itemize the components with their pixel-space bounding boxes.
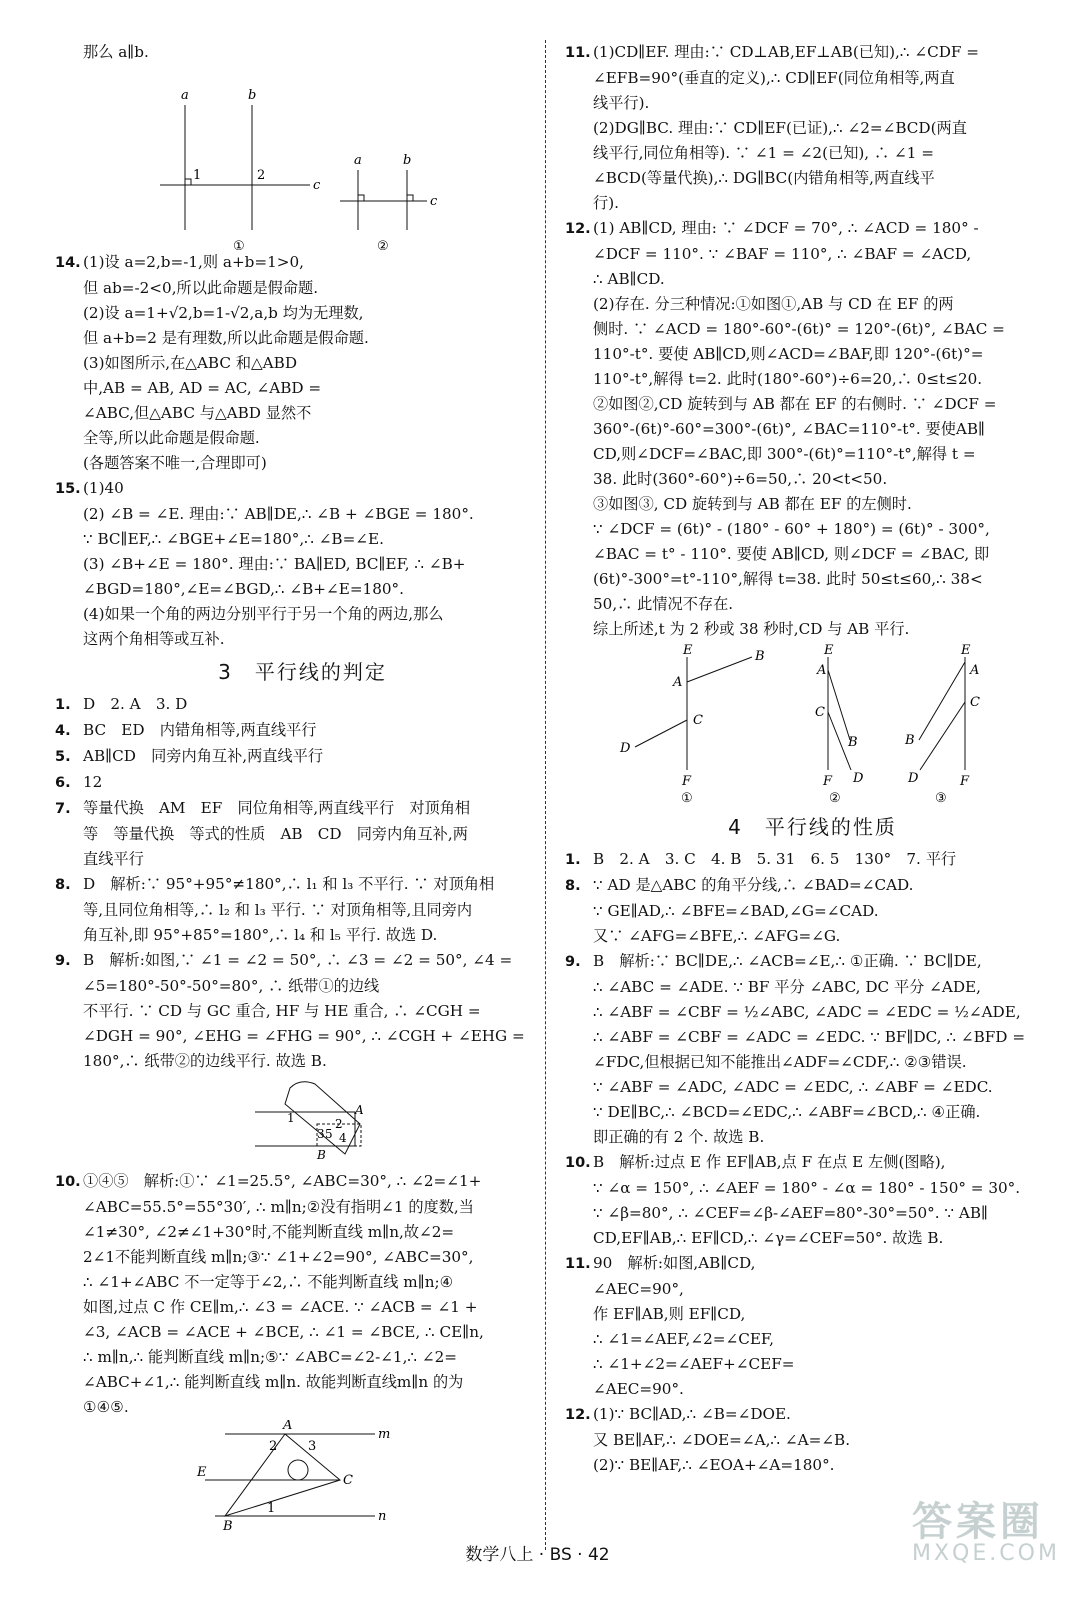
- line-text: 110°-t°,解得 t=2. 此时(180°-60°)÷6=20,∴ 0≤t≤20.: [593, 370, 983, 388]
- line-text: ∵ BC∥EF,∴ ∠BGE+∠E=180°,∴ ∠B=∠E.: [83, 530, 384, 548]
- watermark-line1: 答案圈: [912, 1499, 1044, 1545]
- text-line: [565, 899, 1060, 924]
- svg-text:n: n: [378, 1509, 387, 1524]
- figure-triangle2: [55, 1420, 550, 1530]
- line-text: ∠AEC=90°.: [593, 1380, 684, 1398]
- watermark-logo: [912, 1490, 1060, 1566]
- text-line: [55, 898, 550, 923]
- line-text: 那么 a∥b.: [83, 43, 149, 61]
- text-line: [565, 467, 1060, 492]
- text-line: [565, 1402, 1060, 1428]
- text-line: [55, 1024, 550, 1049]
- text-line: [565, 1125, 1060, 1150]
- text-line: [55, 1395, 550, 1420]
- text-line: [55, 1049, 550, 1074]
- text-line: [565, 1428, 1060, 1453]
- line-text: 360°-(6t)°-60°=300°-(6t)°, ∠BAC=110°-t°. 要使AB∥: [593, 420, 986, 438]
- line-text: 等量代换 AM EF 同位角相等,两直线平行 对顶角相: [83, 799, 471, 817]
- text-line: [565, 317, 1060, 342]
- line-text: 综上所述,t 为 2 秒或 38 秒时,CD 与 AB 平行.: [593, 620, 910, 638]
- item-number: 10.: [565, 1155, 591, 1171]
- svg-text:E: E: [824, 643, 834, 658]
- text-line: [565, 873, 1060, 899]
- line-text: BC ED 内错角相等,两直线平行: [83, 721, 317, 739]
- text-line: [55, 301, 550, 326]
- item-number: 7.: [55, 801, 71, 817]
- svg-text:C: C: [343, 1473, 353, 1488]
- line-text: (2)∵ BE∥AF,∴ ∠EOA+∠A=180°.: [593, 1456, 835, 1474]
- text-line: [565, 1075, 1060, 1100]
- text-line: [55, 999, 550, 1024]
- text-line: [55, 627, 550, 652]
- svg-text:3: 3: [317, 1127, 325, 1141]
- svg-text:B: B: [755, 649, 765, 664]
- figure-rot3: [565, 642, 1060, 807]
- item-number: 4.: [55, 723, 71, 739]
- line-text: (2)存在. 分三种情况:①如图①,AB 与 CD 在 EF 的两: [593, 295, 954, 313]
- line-text: 38. 此时(360°-60°)÷6=50,∴ 20<t<50.: [593, 470, 888, 488]
- line-text: (6t)°-300°=t°-110°,解得 t=38. 此时 50≤t≤60,∴ 38<: [593, 570, 983, 588]
- text-line: [55, 796, 550, 822]
- line-text: 作 EF∥AB,则 EF∥CD,: [593, 1305, 746, 1323]
- text-line: [565, 1453, 1060, 1478]
- line-text: ∠AEC=90°,: [593, 1280, 684, 1298]
- line-text: ③如图③, CD 旋转到与 AB 都在 EF 的左侧时.: [593, 495, 912, 513]
- item-number: 14.: [55, 255, 81, 271]
- text-line: [55, 552, 550, 577]
- text-line: [55, 1195, 550, 1220]
- text-line: [55, 351, 550, 376]
- item-number: 11.: [565, 1256, 591, 1272]
- line-text: (3)如图所示,在△ABC 和△ABD: [83, 354, 297, 372]
- line-text: 不平行. ∵ CD 与 GC 重合, HF 与 HE 重合, ∴ ∠CGH =: [83, 1002, 481, 1020]
- svg-text:B: B: [848, 735, 858, 750]
- line-text: 线平行).: [593, 94, 650, 112]
- text-line: [565, 949, 1060, 975]
- line-text: B 解析:∵ BC∥DE,∴ ∠ACB=∠E,∴ ①正确. ∵ BC∥DE,: [593, 952, 982, 970]
- text-line: [565, 116, 1060, 141]
- text-line: [565, 292, 1060, 317]
- line-text: 线平行,同位角相等). ∵ ∠1 = ∠2(已知), ∴ ∠1 =: [593, 144, 934, 162]
- text-line: [55, 1169, 550, 1195]
- text-line: [565, 1025, 1060, 1050]
- text-line: [565, 342, 1060, 367]
- svg-text:B: B: [317, 1148, 326, 1162]
- line-text: 等,且同位角相等,∴ l₂ 和 l₃ 平行. ∵ 对顶角相等,且同旁内: [83, 901, 473, 919]
- text-line: [565, 166, 1060, 191]
- text-line: [55, 1320, 550, 1345]
- svg-text:1: 1: [267, 1501, 276, 1516]
- svg-text:1: 1: [287, 1111, 295, 1125]
- text-line: [55, 401, 550, 426]
- line-text: B 解析:如图,∵ ∠1 = ∠2 = 50°, ∴ ∠3 = ∠2 = 50°, ∠4 =: [83, 951, 513, 969]
- item-number: 1.: [565, 852, 581, 868]
- line-text: ∠EFB=90°(垂直的定义),∴ CD∥EF(同位角相等,两直: [593, 69, 955, 87]
- text-line: [55, 602, 550, 627]
- line-text: (1)CD∥EF. 理由:∵ CD⊥AB,EF⊥AB(已知),∴ ∠CDF =: [593, 43, 979, 61]
- text-line: [55, 847, 550, 872]
- text-line: [55, 1245, 550, 1270]
- line-text: ∵ ∠DCF = (6t)° - (180° - 60° + 180°) = (6t)° - 300°,: [593, 520, 990, 538]
- item-number: 6.: [55, 775, 71, 791]
- item-number: 15.: [55, 481, 81, 497]
- text-line: [565, 492, 1060, 517]
- item-number: 1.: [55, 697, 71, 713]
- line-text: (2) ∠B = ∠E. 理由:∵ AB∥DE,∴ ∠B + ∠BGE = 180°.: [83, 505, 474, 523]
- item-number: 9.: [55, 953, 71, 969]
- text-line: [55, 692, 550, 718]
- line-text: ∠1≠30°, ∠2≠∠1+30°时,不能判断直线 m∥n,故∠2=: [83, 1223, 455, 1241]
- text-line: [55, 923, 550, 948]
- section-heading: 4 平行线的性质: [728, 815, 897, 839]
- text-line: [565, 542, 1060, 567]
- line-text: D 2. A 3. D: [83, 695, 188, 713]
- line-text: B 解析:过点 E 作 EF∥AB,点 F 在点 E 左侧(图略),: [593, 1153, 946, 1171]
- text-line: [565, 442, 1060, 467]
- text-line: [55, 1345, 550, 1370]
- line-text: ∠FDC,但根据已知不能推出∠ADF=∠CDF,∴ ②③错误.: [593, 1053, 967, 1071]
- line-text: ∠5=180°-50°-50°=80°, ∴ 纸带①的边线: [83, 977, 380, 995]
- item-number: 8.: [565, 878, 581, 894]
- svg-text:B: B: [905, 733, 915, 748]
- text-line: [565, 567, 1060, 592]
- text-line: [55, 376, 550, 401]
- svg-text:b: b: [248, 88, 257, 103]
- text-line: [55, 1295, 550, 1320]
- svg-text:A: A: [283, 1420, 293, 1433]
- item-number: 12.: [565, 221, 591, 237]
- text-line: [565, 1277, 1060, 1302]
- line-text: 行).: [593, 194, 619, 212]
- text-line: [565, 1302, 1060, 1327]
- text-line: [55, 718, 550, 744]
- line-text: ∠ABC+∠1,∴ 能判断直线 m∥n. 故能判断直线m∥n 的为: [83, 1373, 464, 1391]
- svg-text:A: A: [355, 1103, 364, 1117]
- item-number: 11.: [565, 45, 591, 61]
- item-number: 5.: [55, 749, 71, 765]
- svg-text:2: 2: [269, 1439, 278, 1454]
- text-line: [565, 267, 1060, 292]
- text-line: [565, 975, 1060, 1000]
- text-line: [55, 744, 550, 770]
- svg-text:D: D: [908, 771, 919, 786]
- text-line: [565, 216, 1060, 242]
- line-text: 50,∴ 此情况不存在.: [593, 595, 734, 613]
- line-text: ∴ ∠ABF = ∠CBF = ∠ADC = ∠EDC. ∵ BF∥DC, ∴ ∠BFD =: [593, 1028, 1026, 1046]
- line-text: AB∥CD 同旁内角互补,两直线平行: [83, 747, 324, 765]
- line-text: ∴ ∠1+∠ABC 不一定等于∠2,∴ 不能判断直线 m∥n;④: [83, 1273, 454, 1291]
- svg-text:C: C: [815, 705, 825, 720]
- line-text: ∵ GE∥AD,∴ ∠BFE=∠BAD,∠G=∠CAD.: [593, 902, 879, 920]
- svg-text:②: ②: [377, 239, 389, 250]
- item-number: 8.: [55, 877, 71, 893]
- line-text: (3) ∠B+∠E = 180°. 理由:∵ BA∥ED, BC∥EF, ∴ ∠B+: [83, 555, 466, 573]
- text-line: [565, 1226, 1060, 1251]
- text-line: [565, 141, 1060, 166]
- svg-text:C: C: [693, 713, 703, 728]
- text-line: [55, 577, 550, 602]
- text-line: [565, 66, 1060, 91]
- svg-text:c: c: [430, 194, 438, 209]
- svg-text:a: a: [181, 88, 189, 103]
- text-line: [565, 367, 1060, 392]
- line-text: 110°-t°. 要使 AB∥CD,则∠ACD=∠BAF,即 120°-(6t)°=: [593, 345, 984, 363]
- text-line: [565, 417, 1060, 442]
- line-text: ∵ ∠ABF = ∠ADC, ∠ADC = ∠EDC, ∴ ∠ABF = ∠EDC.: [593, 1078, 993, 1096]
- text-line: [55, 502, 550, 527]
- line-text: 2∠1不能判断直线 m∥n;③∵ ∠1+∠2=90°, ∠ABC=30°,: [83, 1248, 474, 1266]
- line-text: (2)设 a=1+√2,b=1-√2,a,b 均为无理数,: [83, 304, 364, 322]
- line-text: 180°,∴ 纸带②的边线平行. 故选 B.: [83, 1052, 327, 1070]
- line-text: CD,EF∥AB,∴ EF∥CD,∴ ∠γ=∠CEF=50°. 故选 B.: [593, 1229, 944, 1247]
- left-column: [55, 40, 550, 1530]
- line-text: ∠BCD(等量代换),∴ DG∥BC(内错角相等,两直线平: [593, 169, 935, 187]
- text-line: [565, 924, 1060, 949]
- line-text: (1)40: [83, 479, 124, 497]
- line-text: 这两个角相等或互补.: [83, 630, 225, 648]
- line-text: ∴ AB∥CD.: [593, 270, 665, 288]
- svg-text:F: F: [682, 774, 692, 789]
- svg-text:5: 5: [325, 1127, 333, 1141]
- line-text: ∠DCF = 110°. ∵ ∠BAF = 110°, ∴ ∠BAF = ∠ACD,: [593, 245, 972, 263]
- text-line: [565, 1377, 1060, 1402]
- text-line: [565, 1251, 1060, 1277]
- text-line: [565, 1150, 1060, 1176]
- line-text: 如图,过点 C 作 CE∥m,∴ ∠3 = ∠ACE. ∵ ∠ACB = ∠1 +: [83, 1298, 478, 1316]
- line-text: ∵ DE∥BC,∴ ∠BCD=∠EDC,∴ ∠ABF=∠BCD,∴ ④正确.: [593, 1103, 981, 1121]
- svg-text:E: E: [961, 643, 971, 658]
- text-line: [565, 847, 1060, 873]
- line-text: 中,AB = AB, AD = AC, ∠ABD =: [83, 379, 322, 397]
- text-line: [55, 476, 550, 502]
- text-line: [565, 517, 1060, 542]
- text-line: [565, 592, 1060, 617]
- text-line: [565, 1050, 1060, 1075]
- text-line: [565, 1352, 1060, 1377]
- text-line: [55, 872, 550, 898]
- line-text: ①④⑤ 解析:①∵ ∠1=25.5°, ∠ABC=30°, ∴ ∠2=∠1+: [83, 1172, 482, 1190]
- text-line: [55, 326, 550, 351]
- item-number: 10.: [55, 1174, 81, 1190]
- text-line: [55, 948, 550, 974]
- text-line: [565, 392, 1060, 417]
- svg-text:②: ②: [829, 791, 841, 806]
- svg-text:4: 4: [339, 1131, 347, 1145]
- line-text: ∠ABC,但△ABC 与△ABD 显然不: [83, 404, 312, 422]
- line-text: 又∵ ∠AFG=∠BFE,∴ ∠AFG=∠G.: [593, 927, 841, 945]
- svg-text:3: 3: [308, 1439, 317, 1454]
- text-line: [565, 1327, 1060, 1352]
- line-text: ∠BAC = t° - 110°. 要使 AB∥CD, 则∠DCF = ∠BAC, 即: [593, 545, 990, 563]
- svg-text:①: ①: [233, 239, 245, 250]
- svg-text:E: E: [197, 1465, 207, 1480]
- svg-text:D: D: [853, 771, 864, 786]
- svg-text:A: A: [673, 675, 683, 690]
- text-line: [55, 276, 550, 301]
- line-text: ∴ ∠ABC = ∠ADE. ∵ BF 平分 ∠ABC, DC 平分 ∠ADE,: [593, 978, 981, 996]
- text-line: [55, 770, 550, 796]
- line-text: 直线平行: [83, 850, 144, 868]
- line-text: 又 BE∥AF,∴ ∠DOE=∠A,∴ ∠A=∠B.: [593, 1431, 851, 1449]
- svg-text:B: B: [223, 1519, 233, 1530]
- line-text: D 解析:∵ 95°+95°≠180°,∴ l₁ 和 l₃ 不平行. ∵ 对顶角相: [83, 875, 495, 893]
- watermark-line2: MXQE.COM: [912, 1541, 1060, 1566]
- text-line: [55, 40, 550, 65]
- text-line: [55, 822, 550, 847]
- text-line: [565, 242, 1060, 267]
- text-line: [565, 191, 1060, 216]
- line-text: (各题答案不唯一,合理即可): [83, 454, 267, 472]
- line-text: (1)设 a=2,b=-1,则 a+b=1>0,: [83, 253, 304, 271]
- line-text: (4)如果一个角的两边分别平行于另一个角的两边,那么: [83, 605, 444, 623]
- line-text: ∠3, ∠ACB = ∠ACE + ∠BCE, ∴ ∠1 = ∠BCE, ∴ CE∥n,: [83, 1323, 484, 1341]
- line-text: 角互补,即 95°+85°=180°,∴ l₄ 和 l₅ 平行. 故选 D.: [83, 926, 438, 944]
- svg-text:F: F: [960, 774, 970, 789]
- text-line: [55, 974, 550, 999]
- section-heading: 3 平行线的判定: [218, 660, 387, 684]
- text-line: [565, 1201, 1060, 1226]
- svg-text:c: c: [313, 178, 321, 193]
- line-text: 侧时. ∵ ∠ACD = 180°-60°-(6t)° = 120°-(6t)°, ∠BAC =: [593, 320, 1005, 338]
- text-line: [55, 1270, 550, 1295]
- svg-text:m: m: [378, 1427, 391, 1442]
- line-text: ∵ ∠β=80°, ∴ ∠CEF=∠β-∠AEF=80°-30°=50°. ∵ AB∥: [593, 1204, 989, 1222]
- svg-text:b: b: [403, 153, 412, 168]
- text-line: [565, 91, 1060, 116]
- text-line: [55, 1220, 550, 1245]
- page-footer: 数学八上 · BS · 42: [465, 1545, 610, 1565]
- line-text: 等 等量代换 等式的性质 AB CD 同旁内角互补,两: [83, 825, 468, 843]
- svg-text:2: 2: [335, 1117, 343, 1131]
- text-line: [565, 40, 1060, 66]
- text-line: [565, 1176, 1060, 1201]
- svg-text:①: ①: [681, 791, 693, 806]
- svg-text:③: ③: [935, 791, 947, 806]
- svg-text:A: A: [817, 663, 827, 678]
- line-text: ∵ AD 是△ABC 的角平分线,∴ ∠BAD=∠CAD.: [593, 876, 914, 894]
- text-line: [55, 1370, 550, 1395]
- line-text: 即正确的有 2 个. 故选 B.: [593, 1128, 765, 1146]
- line-text: ∴ ∠1=∠AEF,∠2=∠CEF,: [593, 1330, 774, 1348]
- svg-text:C: C: [970, 695, 980, 710]
- right-column: [565, 40, 1060, 1478]
- line-text: CD,则∠DCF=∠BAC,即 300°-(6t)°=110°-t°,解得 t =: [593, 445, 976, 463]
- svg-text:D: D: [620, 741, 631, 756]
- svg-text:a: a: [354, 153, 362, 168]
- text-line: [55, 426, 550, 451]
- svg-text:F: F: [823, 774, 833, 789]
- line-text: 但 ab=-2<0,所以此命题是假命题.: [83, 279, 319, 297]
- item-number: 9.: [565, 954, 581, 970]
- text-line: [55, 451, 550, 476]
- text-line: [55, 527, 550, 552]
- line-text: ②如图②,CD 旋转到与 AB 都在 EF 的右侧时. ∵ ∠DCF =: [593, 395, 997, 413]
- text-line: [565, 1000, 1060, 1025]
- text-line: [55, 250, 550, 276]
- line-text: 12: [83, 773, 103, 791]
- line-text: 90 解析:如图,AB∥CD,: [593, 1254, 756, 1272]
- line-text: ∴ ∠ABF = ∠CBF = ½∠ABC, ∠ADC = ∠EDC = ½∠ADE,: [593, 1003, 1021, 1021]
- line-text: ∠BGD=180°,∠E=∠BGD,∴ ∠B+∠E=180°.: [83, 580, 404, 598]
- line-text: (1) AB∥CD, 理由: ∵ ∠DCF = 70°, ∴ ∠ACD = 180° -: [593, 219, 979, 237]
- line-text: 全等,所以此命题是假命题.: [83, 429, 260, 447]
- text-line: [565, 617, 1060, 642]
- item-number: 12.: [565, 1407, 591, 1423]
- svg-text:2: 2: [257, 168, 266, 183]
- figure-lines12: [55, 65, 550, 250]
- line-text: (2)DG∥BC. 理由:∵ CD∥EF(已证),∴ ∠2=∠BCD(两直: [593, 119, 967, 137]
- svg-text:E: E: [683, 643, 693, 658]
- figure-tape: [55, 1074, 550, 1169]
- line-text: (1)∵ BC∥AD,∴ ∠B=∠DOE.: [593, 1405, 791, 1423]
- line-text: B 2. A 3. C 4. B 5. 31 6. 5 130° 7. 平行: [593, 850, 957, 868]
- line-text: ①④⑤.: [83, 1398, 129, 1416]
- line-text: ∠DGH = 90°, ∠EHG = ∠FHG = 90°, ∴ ∠CGH + ∠EHG =: [83, 1027, 525, 1045]
- line-text: 但 a+b=2 是有理数,所以此命题是假命题.: [83, 329, 369, 347]
- line-text: ∴ m∥n,∴ 能判断直线 m∥n;⑤∵ ∠ABC=∠2-∠1,∴ ∠2=: [83, 1348, 458, 1366]
- svg-text:1: 1: [193, 168, 202, 183]
- svg-text:A: A: [970, 663, 980, 678]
- line-text: ∠ABC=55.5°=55°30′, ∴ m∥n;②没有指明∠1 的度数,当: [83, 1198, 474, 1216]
- line-text: ∴ ∠1+∠2=∠AEF+∠CEF=: [593, 1355, 795, 1373]
- text-line: [565, 1100, 1060, 1125]
- line-text: ∵ ∠α = 150°, ∴ ∠AEF = 180° - ∠α = 180° - 150° = 30°.: [593, 1179, 1021, 1197]
